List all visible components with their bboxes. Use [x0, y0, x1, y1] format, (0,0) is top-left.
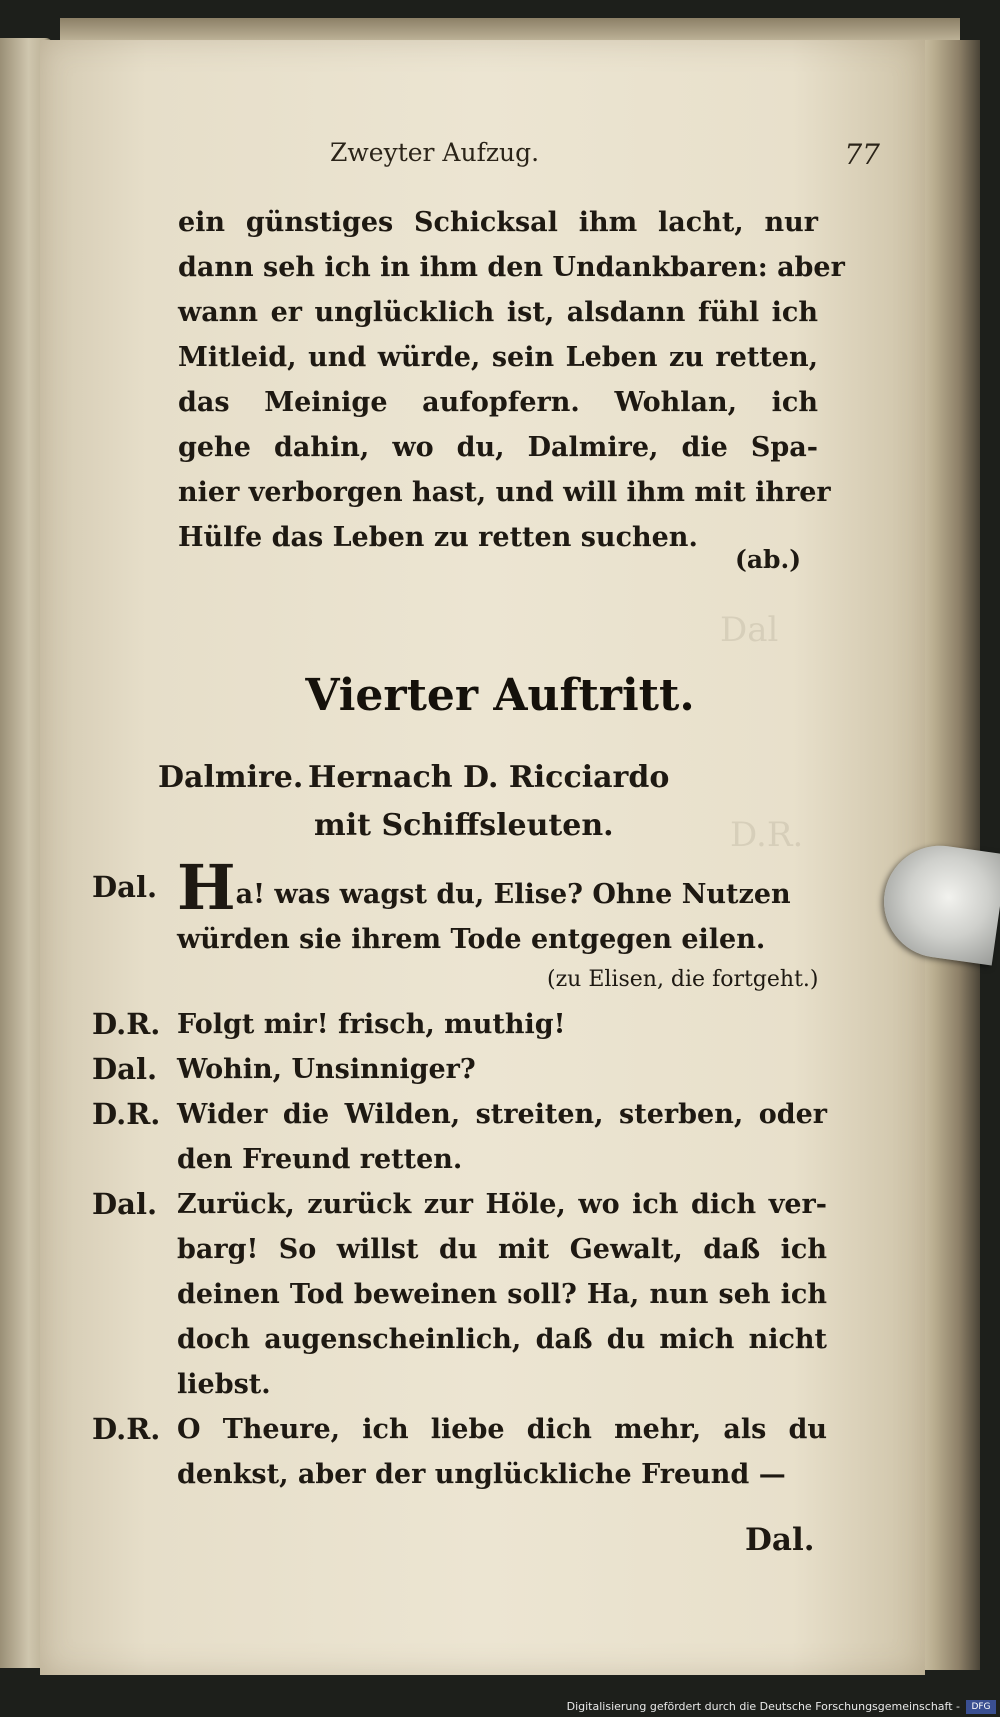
speech-line: doch augenscheinlich, daß du mich nicht: [177, 1324, 827, 1355]
speech-line: Wider die Wilden, streiten, sterben, oder: [177, 1099, 827, 1130]
page-number: 77: [844, 138, 880, 171]
drop-cap: H: [177, 851, 236, 924]
text-line: wann er unglücklich ist, alsdann fühl ich: [178, 297, 818, 328]
speech-text: [177, 1047, 827, 1092]
speech-line: den Freund retten.: [177, 1144, 463, 1175]
speaker-label: D.R.: [92, 1097, 161, 1131]
speaker-label: Dal.: [92, 870, 158, 904]
scene-heading: Vierter Auftritt.: [305, 670, 695, 721]
text-line: Hülfe das Leben zu retten suchen.: [178, 522, 698, 553]
speech-line: Wohin, Unsinniger?: [177, 1054, 476, 1085]
text-line: dann seh ich in ihm den Undankbaren: aber: [178, 252, 845, 283]
catchword: Dal.: [745, 1522, 815, 1558]
running-title: Zweyter Aufzug.: [330, 138, 540, 167]
speech-line: würden sie ihrem Tode entgegen eilen.: [177, 924, 766, 955]
person-ricciardo: Hernach D. Ricciardo: [308, 760, 670, 795]
speech-text: [177, 851, 827, 962]
speech-line: a! was wagst du, Elise? Ohne Nutzen: [235, 879, 791, 910]
person-dalmire: Dalmire.: [158, 760, 304, 795]
text-line: Mitleid, und würde, sein Leben zu retten,: [178, 342, 818, 373]
footer-credit: Digitalisierung gefördert durch die Deutsche Forschungsgemeinschaft -: [566, 1700, 960, 1713]
text-line: nier verborgen hast, und will ihm mit ihrer: [178, 477, 831, 508]
person-sailors: mit Schiffsleuten.: [314, 808, 614, 843]
speech-line: barg! So willst du mit Gewalt, daß ich: [177, 1234, 827, 1265]
text-line: ein günstiges Schicksal ihm lacht, nur: [178, 207, 818, 238]
speaker-label: D.R.: [92, 1007, 161, 1041]
speech-text: [177, 1407, 827, 1497]
digitization-footer: [0, 1697, 1000, 1717]
text-line: gehe dahin, wo du, Dalmire, die Spa-: [178, 432, 818, 463]
speech-line: denkst, aber der unglückliche Freund —: [177, 1459, 786, 1490]
speaker-label: D.R.: [92, 1412, 161, 1446]
speech-line: deinen Tod beweinen soll? Ha, nun seh ich: [177, 1279, 827, 1310]
speech-line: O Theure, ich liebe dich mehr, als du: [177, 1414, 827, 1445]
speech-line: Zurück, zurück zur Höle, wo ich dich ver-: [177, 1189, 827, 1220]
speech-text: [177, 1092, 827, 1182]
speech-line: liebst.: [177, 1369, 271, 1400]
bleed-through-mark: D.R.: [730, 815, 804, 855]
speech-line: Folgt mir! frisch, muthig!: [177, 1009, 566, 1040]
bleed-through-mark: Dal: [720, 610, 779, 650]
stage-direction: (zu Elisen, die fortgeht.): [547, 967, 819, 992]
paragraph-block: [178, 200, 845, 560]
dramatis-personae: [158, 760, 670, 843]
speaker-label: Dal.: [92, 1187, 158, 1221]
speech-text: [177, 1002, 827, 1047]
speaker-label: Dal.: [92, 1052, 158, 1086]
stage-direction-exit: (ab.): [735, 545, 802, 574]
dfg-logo: DFG: [966, 1700, 996, 1714]
speech-text: [177, 1182, 827, 1407]
running-header: [330, 138, 880, 171]
text-line: das Meinige aufopfern. Wohlan, ich: [178, 387, 818, 418]
